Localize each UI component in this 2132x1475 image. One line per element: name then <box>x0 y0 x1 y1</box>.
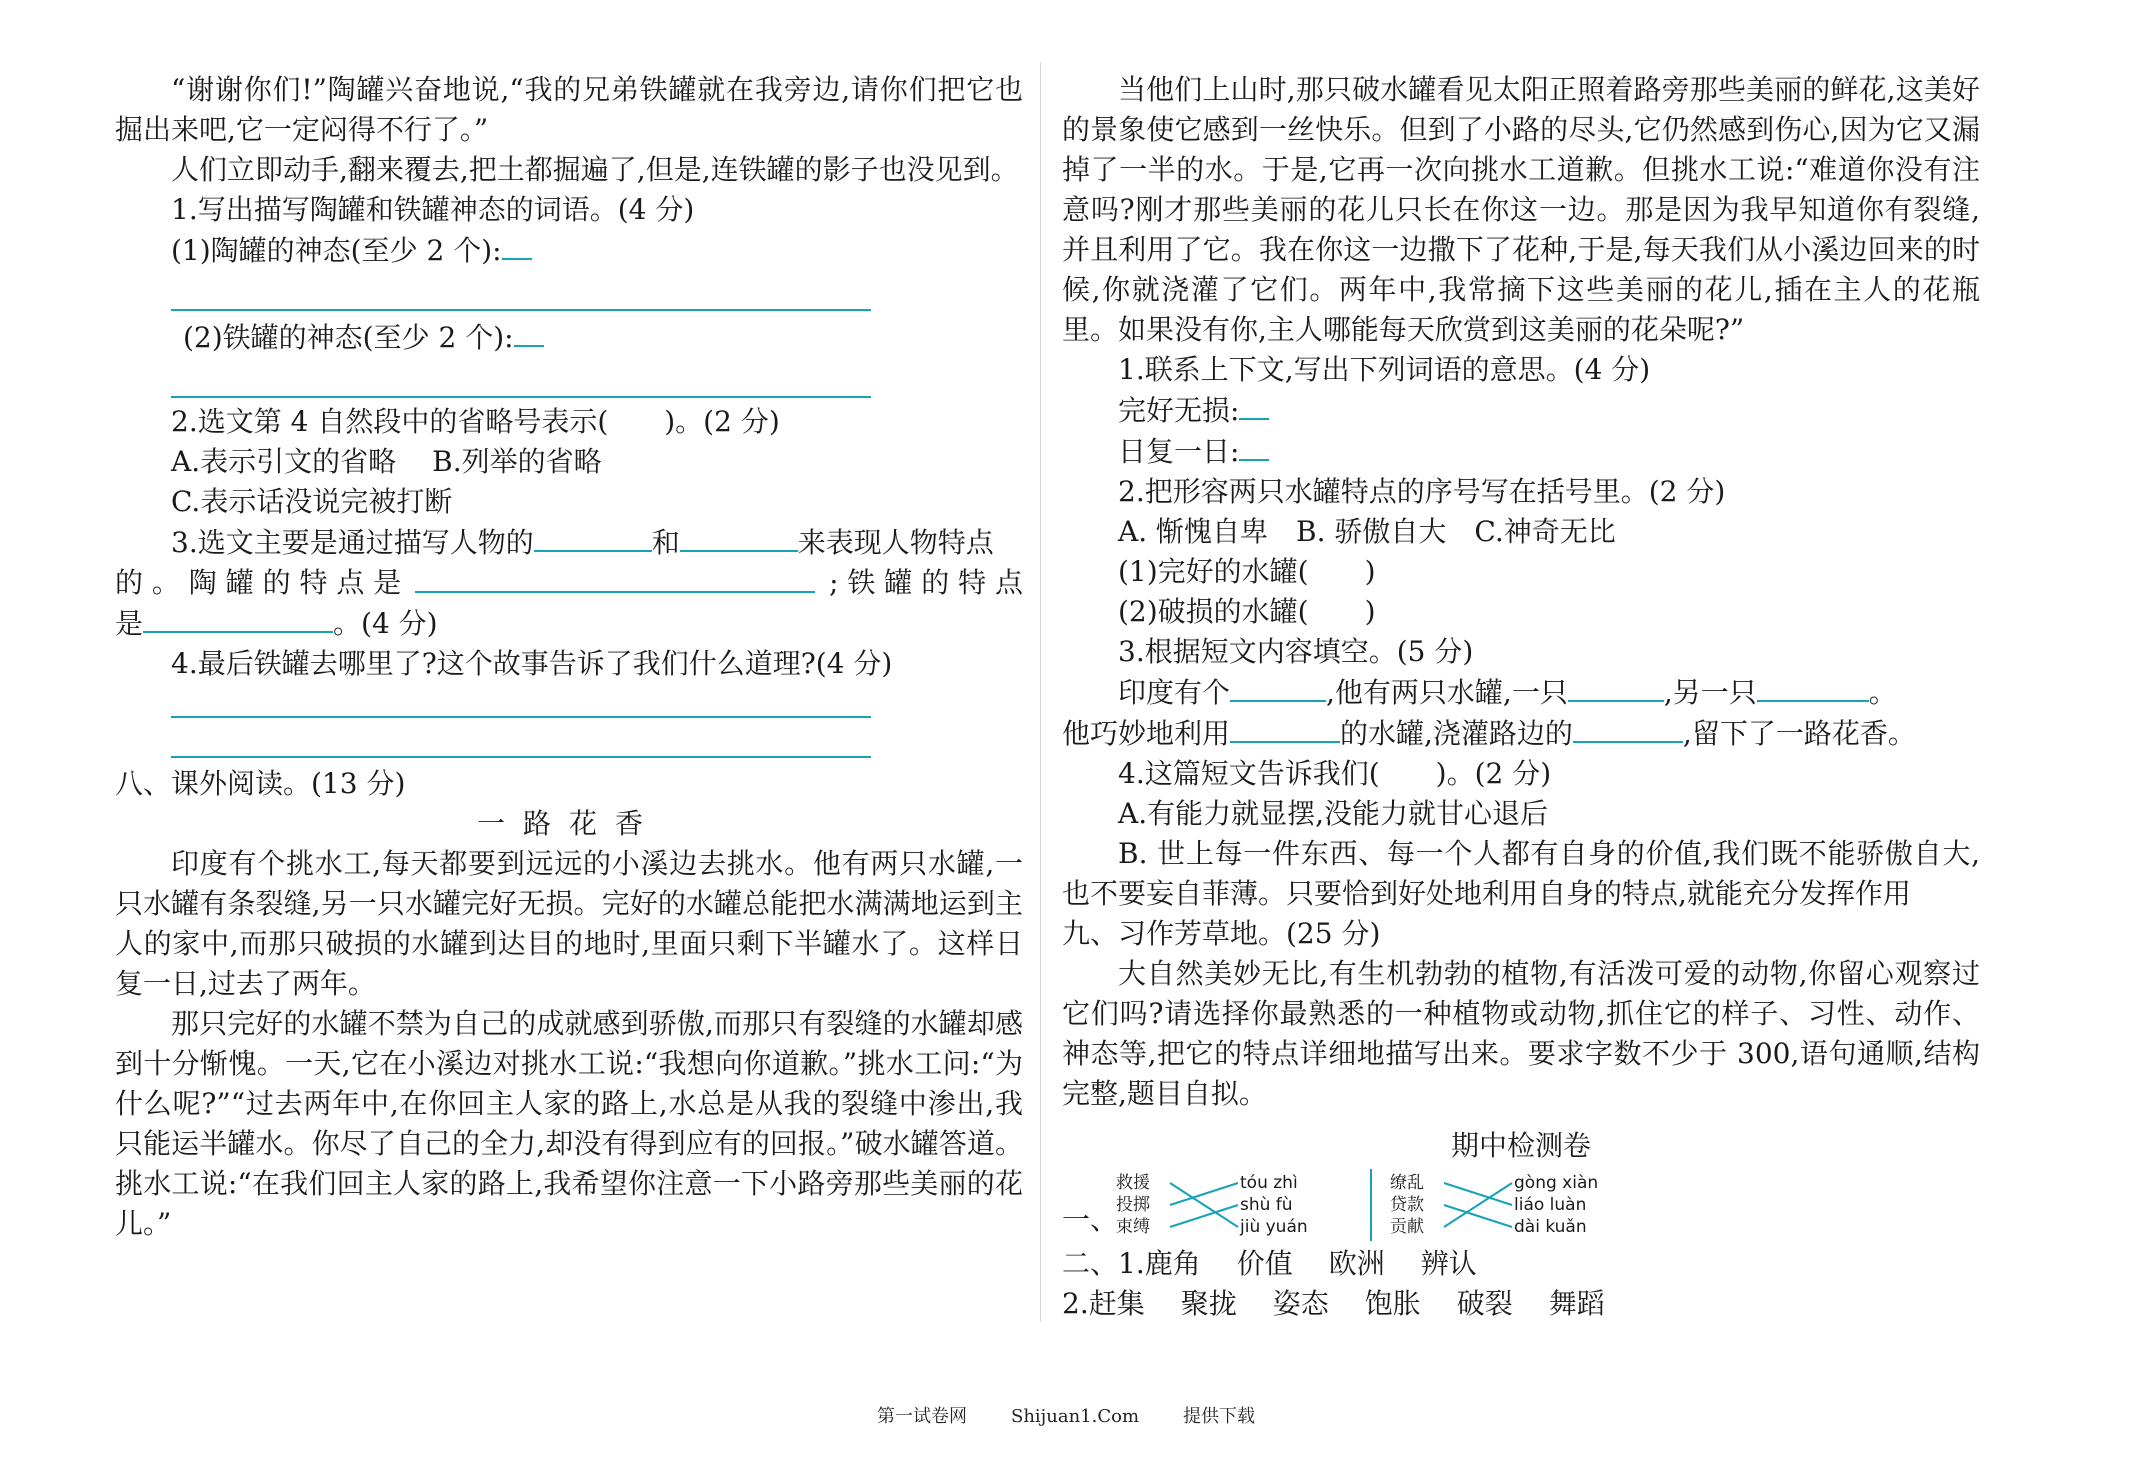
question-1: 1.写出描写陶罐和铁罐神态的词语。(4 分) <box>171 193 695 226</box>
match-word: 贷款 <box>1390 1195 1424 1215</box>
matching-group-1 <box>1116 1172 1360 1238</box>
answer-blank[interactable] <box>534 522 652 552</box>
question-r4: 4.这篇短文告诉我们( )。(2 分) <box>1118 757 1552 790</box>
footer-note: 提供下载 <box>1183 1406 1256 1427</box>
answer-word: 姿态 <box>1272 1287 1329 1320</box>
question-r2b: (2)破损的水罐( ) <box>1118 595 1376 628</box>
question-r2: 2.把形容两只水罐特点的序号写在括号里。(2 分) <box>1118 475 1726 508</box>
question-1b: (2)铁罐的神态(至少 2 个): <box>115 317 1023 358</box>
matching-lines-icon <box>1442 1172 1514 1238</box>
answer-key-section-2-line2: 2.赶集 聚拢 姿态 饱胀 破裂 舞蹈 <box>1062 1287 1605 1320</box>
answer-word: 欧洲 <box>1328 1247 1385 1280</box>
answer-key-matching <box>1062 1166 1980 1244</box>
answer-blank[interactable] <box>1230 672 1326 702</box>
reading-paragraph-2: 那只完好的水罐不禁为自己的成就感到骄傲,而那只有裂缝的水罐却感到十分惭愧。一天,它在小溪边对挑水工说:“我想向你道歉。”挑水工问:“为什么呢?”“过去两年中,在你回主人家的路上,水总是从我的裂缝中渗出,我只能运半罐水。你尽了自己的全力,却没有得到应有的回报。”破水罐答道。挑水工说:“在我们回主人家的路上,我希望你注意一下小路旁那些美丽的花儿。” <box>115 1007 1023 1240</box>
section-8-heading: 八、课外阅读。(13 分) <box>115 767 406 800</box>
answer-blank[interactable] <box>502 230 532 260</box>
question-3-line3: 是 。(4 分) <box>115 603 1023 644</box>
writing-prompt: 大自然美妙无比,有生机勃勃的植物,有活泼可爱的动物,你留心观察过它们吗?请选择你最熟悉的一种植物或动物,抓住它的样子、习性、动作、神态等,把它的特点详细地描写出来。要求字数不少于 300,语句通顺,结构完整,题目自拟。 <box>1062 957 1980 1110</box>
answer-word: 辨认 <box>1420 1247 1477 1280</box>
question-2: 2.选文第 4 自然段中的省略号表示( )。(2 分) <box>171 405 780 438</box>
reading-paragraph-3: 当他们上山时,那只破水罐看见太阳正照着路旁那些美丽的鲜花,这美好的景象使它感到一丝快乐。但到了小路的尽头,它仍然感到伤心,因为它又漏掉了一半的水。于是,它再一次向挑水工道歉。但挑水工说:“难道你没有注意吗?刚才那些美丽的花儿只长在你这一边。那是因为我早知道你有裂缝,并且利用了它。我在你这一边撒下了花种,于是,每天我们从小溪边回来的时候,你就浇灌了它们。两年中,我常摘下这些美丽的花儿,插在主人的花瓶里。如果没有你,主人哪能每天欣赏到这美丽的花朵呢?” <box>1062 73 1980 346</box>
answer-word: 舞蹈 <box>1548 1287 1605 1320</box>
match-word: 贡献 <box>1390 1217 1424 1237</box>
match-pinyin: shù fù <box>1240 1195 1293 1215</box>
matching-group-2 <box>1390 1172 1634 1238</box>
answer-word: 饱胀 <box>1364 1287 1421 1320</box>
column-divider <box>1040 62 1041 1322</box>
answer-blank[interactable] <box>1239 390 1269 420</box>
question-r3: 3.根据短文内容填空。(5 分) <box>1118 635 1474 668</box>
match-pinyin: liáo luàn <box>1514 1195 1587 1215</box>
answer-word: 聚拢 <box>1180 1287 1237 1320</box>
match-word: 束缚 <box>1116 1217 1150 1237</box>
paragraph-people-dig: 人们立即动手,翻来覆去,把土都掘遍了,但是,连铁罐的影子也没见到。 <box>171 153 1019 186</box>
match-pinyin: jiù yuán <box>1240 1217 1308 1237</box>
answer-blank[interactable] <box>1757 672 1869 702</box>
question-r1: 1.联系上下文,写出下列词语的意思。(4 分) <box>1118 353 1651 386</box>
match-word: 缭乱 <box>1390 1173 1424 1193</box>
answer-blank[interactable] <box>1230 713 1340 743</box>
footer-site-name: 第一试卷网 <box>876 1406 967 1427</box>
answer-word: 赶集 <box>1088 1287 1145 1320</box>
answer-word: 破裂 <box>1456 1287 1513 1320</box>
match-pinyin: dài kuǎn <box>1514 1217 1587 1237</box>
answer-blank[interactable] <box>1239 431 1269 461</box>
answer-key-title: 期中检测卷 <box>1450 1129 1591 1162</box>
question-4: 4.最后铁罐去哪里了?这个故事告诉了我们什么道理?(4 分) <box>171 647 893 680</box>
answer-line[interactable] <box>171 684 871 718</box>
answer-key-section-2-line1: 二、1.鹿角 价值 欧洲 辨认 <box>1062 1247 1477 1280</box>
answer-blank[interactable] <box>1568 672 1664 702</box>
answer-word: 鹿角 <box>1144 1247 1201 1280</box>
answer-blank[interactable] <box>1573 713 1683 743</box>
left-column <box>115 70 1023 1244</box>
match-pinyin: tóu zhì <box>1240 1173 1298 1193</box>
answer-blank[interactable] <box>680 522 798 552</box>
question-1a: (1)陶罐的神态(至少 2 个): <box>115 230 1023 271</box>
paragraph-taoguan-thanks: “谢谢你们!”陶罐兴奋地说,“我的兄弟铁罐就在我旁边,请你们把它也掘出来吧,它一定闷得不行了。” <box>115 73 1023 146</box>
answer-line[interactable] <box>171 358 871 398</box>
matching-separator <box>1370 1169 1372 1241</box>
question-r4b: B. 世上每一件东西、每一个人都有自身的价值,我们既不能骄傲自大,也不要妄自菲薄。只要恰到好处地利用自身的特点,就能充分发挥作用 <box>1062 837 1980 910</box>
match-word: 投掷 <box>1116 1195 1150 1215</box>
page-footer <box>0 1402 2132 1428</box>
section-9-heading: 九、习作芳草地。(25 分) <box>1062 917 1381 950</box>
question-r1a: 完好无损: <box>1062 390 1980 431</box>
answer-line[interactable] <box>171 718 871 758</box>
question-r2a: (1)完好的水罐( ) <box>1118 555 1376 588</box>
question-r3-line2: 他巧妙地利用 的水罐,浇灌路边的 ,留下了一路花香。 <box>1062 713 1980 754</box>
answer-line[interactable] <box>171 271 871 311</box>
question-2-options-ab: A.表示引文的省略 B.列举的省略 <box>171 445 602 478</box>
question-r1b: 日复一日: <box>1062 431 1980 472</box>
question-3-line2: 的 。 陶 罐 的 特 点 是 ; 铁 罐 的 特 点 <box>115 563 1023 603</box>
answer-blank[interactable] <box>514 317 544 347</box>
right-column <box>1062 70 1980 1324</box>
question-r2-options: A. 惭愧自卑 B. 骄傲自大 C.神奇无比 <box>1118 515 1616 548</box>
footer-domain: Shijuan1.Com <box>1010 1406 1140 1427</box>
matching-lines-icon <box>1168 1172 1240 1238</box>
match-pinyin: gòng xiàn <box>1514 1173 1599 1193</box>
question-r4a: A.有能力就显摆,没能力就甘心退后 <box>1118 797 1549 830</box>
match-word: 救援 <box>1116 1173 1150 1193</box>
question-2-option-c: C.表示话没说完被打断 <box>171 485 453 518</box>
answer-blank[interactable] <box>415 563 815 593</box>
answer-word: 价值 <box>1236 1247 1293 1280</box>
answer-key-section-1-label: 一、 <box>1062 1203 1119 1236</box>
reading-paragraph-1: 印度有个挑水工,每天都要到远远的小溪边去挑水。他有两只水罐,一只水罐有条裂缝,另一只水罐完好无损。完好的水罐总能把水满满地运到主人的家中,而那只破损的水罐到达目的地时,里面只剩下半罐水了。这样日复一日,过去了两年。 <box>115 847 1023 1000</box>
reading-title: 一路花香 <box>476 807 661 840</box>
question-3-line1: 3.选文主要是通过描写人物的 和 来表现人物特点 <box>115 522 1023 563</box>
answer-blank[interactable] <box>143 603 333 633</box>
question-r3-line1: 印度有个 ,他有两只水罐,一只 ,另一只 。 <box>1062 672 1980 713</box>
